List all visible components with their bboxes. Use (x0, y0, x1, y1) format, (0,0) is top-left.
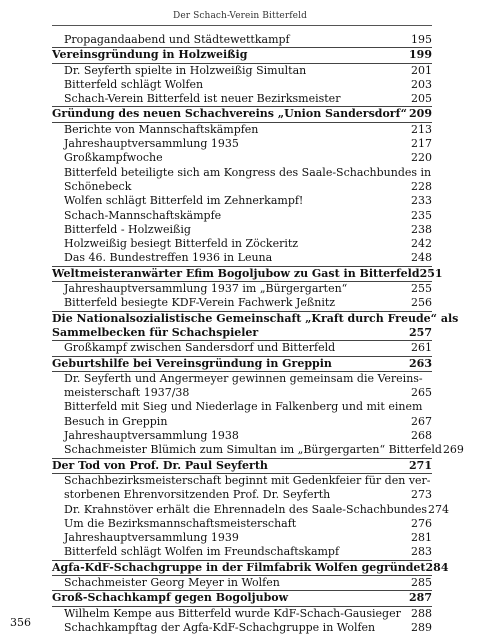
toc-entry[interactable] (52, 502, 449, 517)
entry-title: Jahreshauptversammlung 1935 (64, 137, 239, 151)
entry-title: Bitterfeld besiegte KDF-Verein Fachwerk Jeßnitz (64, 296, 336, 310)
table-of-contents (52, 33, 464, 635)
toc-section-entry[interactable] (52, 107, 432, 121)
entry-title: Schachmeister Blümich zum Simultan im „Bürgergarten“ Bitterfeld (64, 443, 442, 457)
toc-entry[interactable] (52, 151, 432, 165)
entry-page-number: 213 (411, 122, 432, 136)
entry-page-number: 289 (411, 620, 432, 634)
entry-page-number: 284 (425, 560, 449, 574)
toc-entry[interactable] (52, 78, 432, 92)
entry-page-number: 203 (411, 77, 432, 91)
entry-title: Sammelbecken für Schachspieler (52, 325, 259, 339)
toc-entry[interactable] (52, 209, 432, 223)
entry-title: Gründung des neuen Schachvereins „Union Sandersdorf“ (52, 107, 408, 121)
entry-page-number: 269 (442, 443, 464, 457)
entry-title: Besuch in Greppin (64, 414, 168, 428)
toc-entry[interactable] (52, 400, 432, 414)
entry-page-number: 285 (411, 575, 432, 589)
entry-title: Jahreshauptversammlung 1937 im „Bürgergarten“ (64, 282, 348, 296)
toc-entry[interactable] (52, 429, 432, 443)
entry-page-number: 248 (411, 251, 432, 265)
toc-entry[interactable] (52, 251, 432, 265)
entry-page-number: 217 (411, 137, 432, 151)
toc-entry[interactable] (52, 372, 432, 386)
entry-title: Großkampf zwischen Sandersdorf und Bitterfeld (64, 341, 336, 355)
entry-page-number: 281 (411, 531, 432, 545)
entry-title: Weltmeisteranwärter Efim Bogoljubow zu Gast in Bitterfeld (52, 266, 420, 280)
toc-section-entry[interactable] (52, 311, 459, 326)
page-number: 356 (10, 616, 31, 629)
entry-page-number: 283 (411, 545, 432, 559)
entry-title: meisterschaft 1937/38 (64, 386, 190, 400)
toc-entry[interactable] (52, 443, 464, 457)
entry-page-number: 257 (409, 325, 432, 339)
toc-entry[interactable] (52, 92, 432, 106)
entry-page-number: 201 (411, 63, 432, 77)
entry-page-number: 273 (411, 488, 432, 502)
toc-entry[interactable] (52, 180, 432, 194)
toc-entry[interactable] (52, 282, 432, 296)
toc-section-entry[interactable] (52, 560, 449, 575)
entry-page-number: 271 (409, 458, 432, 472)
entry-title: Jahreshauptversammlung 1938 (64, 429, 239, 443)
toc-section-entry[interactable] (52, 459, 432, 473)
entry-title: Dr. Seyferth spielte in Holzweißig Simultan (64, 63, 307, 77)
entry-title: Schach-Mannschaftskämpfe (64, 208, 222, 222)
toc-entry[interactable] (52, 517, 432, 531)
entry-page-number: 205 (411, 92, 432, 106)
toc-section-entry[interactable] (52, 266, 443, 281)
entry-page-number: 235 (411, 208, 432, 222)
entry-title: Dr. Krahnstöver erhält die Ehrennadeln des Saale-Schachbundes (64, 502, 427, 516)
toc-entry[interactable] (52, 237, 432, 251)
toc-entry[interactable] (52, 576, 432, 590)
entry-page-number: 209 (409, 107, 432, 121)
entry-page-number: 265 (411, 386, 432, 400)
entry-title: Wilhelm Kempe aus Bitterfeld wurde KdF-Schach-Gausieger (64, 606, 401, 620)
entry-page-number: 195 (411, 33, 432, 46)
entry-title: Jahreshauptversammlung 1939 (64, 531, 239, 545)
entry-page-number: 261 (411, 341, 432, 355)
toc-entry[interactable] (52, 531, 432, 545)
toc-entry[interactable] (52, 488, 432, 502)
entry-page-number: 238 (411, 222, 432, 236)
toc-entry[interactable] (52, 137, 432, 151)
entry-title: Groß-Schachkampf gegen Bogoljubow (52, 591, 289, 605)
entry-title: Bitterfeld - Holzweißig (64, 222, 191, 236)
entry-page-number: 287 (409, 591, 432, 605)
entry-title: Geburtshilfe bei Vereinsgründung in Greppin (52, 356, 332, 370)
entry-title: Schachkampftag der Agfa-KdF-Schachgruppe in Wolfen (64, 620, 376, 634)
toc-entry[interactable] (52, 607, 432, 621)
toc-entry[interactable] (52, 341, 432, 355)
entry-page-number: 233 (411, 194, 432, 208)
toc-entry[interactable] (52, 223, 432, 237)
entry-title: Vereinsgründung in Holzweißig (52, 48, 248, 62)
entry-title: Bitterfeld beteiligte sich am Kongress des Saale-Schachbundes in (64, 165, 432, 179)
toc-entry[interactable] (52, 621, 432, 635)
toc-section-entry[interactable] (52, 357, 432, 371)
entry-page-number: 199 (409, 48, 432, 62)
toc-section-entry[interactable] (52, 48, 432, 62)
toc-entry[interactable] (52, 474, 432, 488)
toc-entry[interactable] (52, 386, 432, 400)
toc-entry[interactable] (52, 415, 432, 429)
entry-title: Propagandaabend und Städtewettkampf (64, 33, 290, 46)
entry-page-number: 242 (411, 237, 432, 251)
toc-entry[interactable] (52, 194, 432, 208)
entry-title: Dr. Seyferth und Angermeyer gewinnen gemeinsam die Vereins- (64, 371, 423, 385)
entry-title: Schönebeck (64, 179, 132, 193)
entry-page-number: 267 (411, 414, 432, 428)
entry-title: Das 46. Bundestreffen 1936 in Leuna (64, 251, 273, 265)
entry-page-number: 220 (411, 151, 432, 165)
entry-title: Schachmeister Georg Meyer in Wolfen (64, 575, 280, 589)
entry-title: Großkampfwoche (64, 151, 163, 165)
entry-page-number: 274 (427, 502, 449, 516)
toc-entry[interactable] (52, 64, 432, 78)
entry-title: Berichte von Mannschaftskämpfen (64, 122, 259, 136)
toc-entry[interactable] (52, 166, 432, 180)
header-rule (52, 25, 432, 26)
entry-title: Schachbezirksmeisterschaft beginnt mit Gedenkfeier für den ver- (64, 473, 431, 487)
running-header: Der Schach-Verein Bitterfeld (173, 11, 307, 21)
entry-title: Bitterfeld schlägt Wolfen im Freundschaftskampf (64, 545, 340, 559)
entry-title: Um die Bezirksmannschaftsmeisterschaft (64, 516, 297, 530)
entry-page-number: 255 (411, 282, 432, 296)
toc-section-entry[interactable] (52, 326, 432, 340)
entry-title: Bitterfeld mit Sieg und Niederlage in Falkenberg und mit einem (64, 400, 423, 414)
entry-title: Holzweißig besiegt Bitterfeld in Zöckeritz (64, 237, 299, 251)
toc-entry[interactable] (52, 123, 432, 137)
entry-title: Wolfen schlägt Bitterfeld im Zehnerkampf! (64, 194, 304, 208)
entry-page-number: 288 (411, 606, 432, 620)
entry-page-number: 251 (419, 266, 443, 280)
entry-title: storbenen Ehrenvorsitzenden Prof. Dr. Seyferth (64, 488, 331, 502)
entry-title: Schach-Verein Bitterfeld ist neuer Bezirksmeister (64, 92, 341, 106)
entry-title: Der Tod von Prof. Dr. Paul Seyferth (52, 458, 268, 472)
toc-entry[interactable] (52, 33, 432, 47)
entry-page-number: 276 (411, 516, 432, 530)
entry-page-number: 228 (411, 179, 432, 193)
entry-page-number: 268 (411, 429, 432, 443)
entry-title: Agfa-KdF-Schachgruppe in der Filmfabrik Wolfen gegründet (52, 560, 426, 574)
entry-page-number: 256 (411, 296, 432, 310)
entry-title: Bitterfeld schlägt Wolfen (64, 77, 204, 91)
entry-page-number: 263 (409, 356, 432, 370)
toc-entry[interactable] (52, 296, 432, 310)
toc-entry[interactable] (52, 545, 432, 559)
toc-section-entry[interactable] (52, 591, 432, 605)
entry-title: Die Nationalsozialistische Gemeinschaft „Kraft durch Freude“ als (52, 311, 459, 325)
